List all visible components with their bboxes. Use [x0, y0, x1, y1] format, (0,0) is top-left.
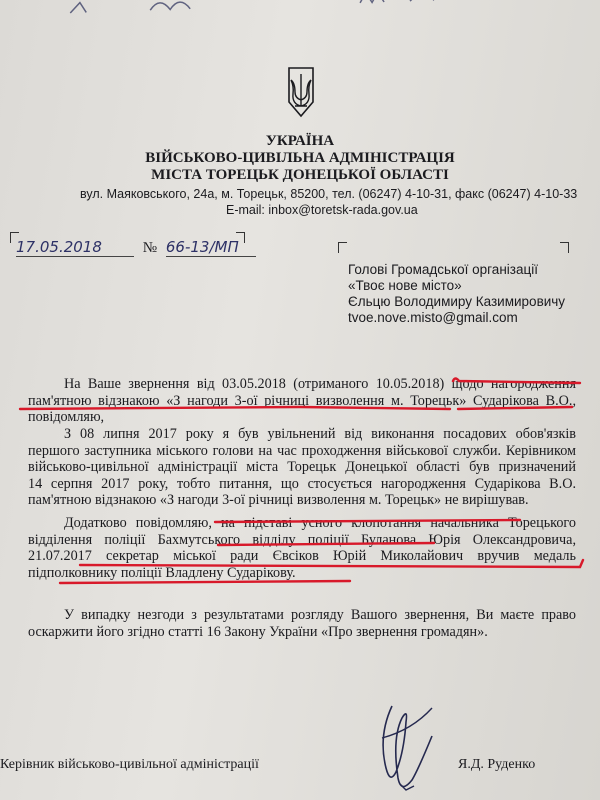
text-line: оскаржити його згідно статті 16 Закону України «Про звернення громадян».	[28, 623, 488, 640]
handwritten-signature	[364, 698, 444, 798]
addressee-line: Єльцю Володимиру Казимировичу	[348, 294, 566, 309]
paragraph-appeal	[28, 607, 576, 640]
text-line: 21.07.2017 секретар міської ради Євсіков Юрій Миколайович вручив медаль	[28, 548, 576, 565]
signatory-position: Керівник військово-цивільної адміністрації	[0, 757, 259, 772]
torn-top-handwriting	[60, 0, 480, 17]
paragraph-additional	[28, 515, 576, 581]
addressee-email: tvoe.nove.misto@gmail.com	[348, 310, 518, 325]
text-line: Додатково повідомляю, на підставі усного клопотання начальника Торецького	[64, 515, 576, 531]
addressee-line: Голові Громадської організації	[348, 262, 538, 277]
bracket-mark	[560, 242, 569, 253]
registration-date: 17.05.2018	[16, 238, 134, 257]
registration-number-label: №	[142, 240, 158, 256]
header-country: УКРАЇНА	[265, 133, 335, 149]
addressee-line: «Твоє нове місто»	[348, 278, 462, 293]
text-line: повідомляю,	[28, 409, 105, 426]
header-email: E-mail: inbox@toretsk-rada.gov.ua	[226, 203, 418, 217]
paragraph-explanation	[28, 426, 576, 509]
paragraph-request	[28, 376, 576, 426]
text-line: У випадку незгоди з результатами розгляду Вашого звернення, Ви маєте право	[64, 607, 576, 623]
registration-line	[16, 238, 256, 257]
text-line: підполковнику поліції Владлену Сударікову.	[28, 564, 296, 581]
bracket-mark	[338, 242, 347, 253]
text-line: З 08 липня 2017 року я був увільнений від виконання посадових обов'язків	[64, 426, 576, 442]
trident-emblem-icon	[286, 66, 316, 118]
signatory-name: Я.Д. Руденко	[458, 757, 536, 772]
header-address: вул. Маяковського, 24а, м. Торецьк, 85200, тел. (06247) 4-10-31, факс (06247) 4-10-33	[80, 187, 578, 201]
text-line: На Ваше звернення від 03.05.2018 (отриманого 10.05.2018) щодо нагородження	[64, 376, 576, 392]
header-administration: ВІЙСЬКОВО-ЦИВІЛЬНА АДМІНІСТРАЦІЯ	[145, 150, 455, 166]
text-line: пам'ятною відзнакою «З нагоди 3-ої річниці визволення м. Торецьк» не вирішував.	[28, 492, 529, 509]
text-line: військово-цивільної адміністрації міста Торецьк Донецької області був призначений	[28, 459, 576, 476]
header-city: МІСТА ТОРЕЦЬК ДОНЕЦЬКОЇ ОБЛАСТІ	[151, 167, 449, 183]
text-line: 14 серпня 2017 року, тобто питання, що стосується нагородження Сударікова В.О.	[28, 475, 576, 492]
registration-number: 66-13/МП	[166, 238, 256, 257]
text-line: відділення поліції Бахмутського відділу поліції Буланова Юрія Олександровича,	[28, 531, 576, 548]
text-line: пам'ятною відзнакою «З нагоди 3-ої річниці визволення м. Торецьк» Сударікова В.О.,	[28, 392, 576, 409]
text-line: першого заступника міського голови на час проходження військової служби. Керівником	[28, 442, 576, 459]
